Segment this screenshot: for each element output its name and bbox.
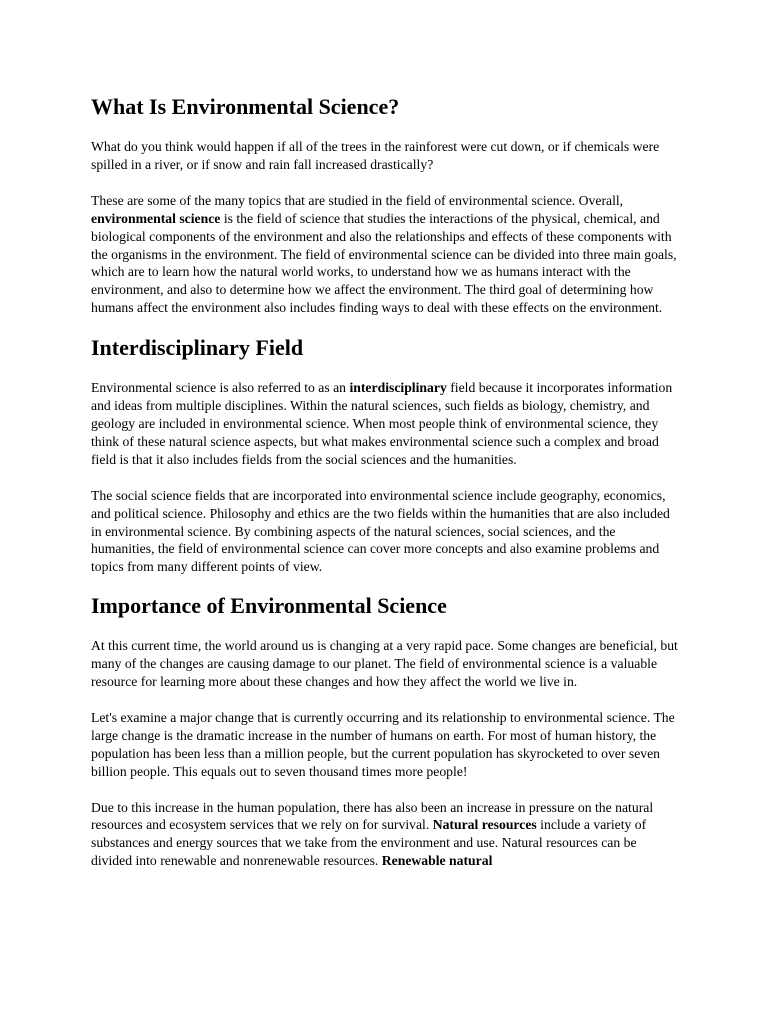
paragraph [91, 379, 678, 469]
paragraph: At this current time, the world around us is changing at a very rapid pace. Some changes are beneficial, but many of the changes are causing damage to our planet. The field of environmental science is a valuable resource for learning more about these changes and how they affect the world we live in. [91, 638, 678, 690]
paragraph [91, 192, 678, 317]
section-heading-what-is-environmental-science: What Is Environmental Science? [91, 94, 400, 119]
paragraph: The social science fields that are incorporated into environmental science include geography, economics, and political science. Philosophy and ethics are the two fields within the humanities that are also included in environmental science. By combining aspects of the natural sciences, social sciences, and the humanities, the field of environmental science can cover more concepts and also examine problems and topics from many different points of view. [91, 487, 670, 575]
bold-term: Renewable natural [381, 853, 493, 869]
bold-term: environmental science [91, 210, 221, 226]
bold-term: Natural resources [432, 817, 537, 833]
paragraph-text: Due to this increase in the human population, there has also been an increase in pressure on the natural resources and ecosystem services that we rely on for survival. [91, 799, 654, 833]
section-heading-importance: Importance of Environmental Science [91, 593, 447, 619]
paragraph [91, 799, 678, 871]
paragraph-text: include a variety of substances and energy sources that we take from the environment and use. Natural resources can be divided into renewable and nonrenewable resources. [91, 817, 647, 869]
paragraph-text: These are some of the many topics that are studied in the field of environmental science. Overall, [91, 192, 624, 208]
paragraph: Let's examine a major change that is currently occurring and its relationship to environmental science. The large change is the dramatic increase in the number of humans on earth. For most of human history, the population has been less than a million people, but the current population has skyrocketed to over seven billion people. This equals out to seven thousand times more people! [91, 709, 675, 779]
paragraph-text: Environmental science is also referred to as an [91, 380, 350, 396]
paragraph-text: is the field of science that studies the interactions of the physical, chemical, and biological components of the environment and also the relationships and effects of these components with the organisms in the environment. The field of environmental science can be divided into three main goals, which are to learn how the natural world works, to understand how we as humans interact with the environment, and also to determine how we affect the environment. The third goal of determining how humans affect the environment also includes finding ways to deal with these effects on the environment. [91, 210, 677, 316]
bold-term: interdisciplinary [349, 380, 447, 396]
section-heading-interdisciplinary-field: Interdisciplinary Field [91, 335, 304, 361]
paragraph: What do you think would happen if all of the trees in the rainforest were cut down, or if chemicals were spilled in a river, or if snow and rain fall increased drastically? [91, 139, 660, 172]
paragraph-text: field because it incorporates information and ideas from multiple disciplines. Within the natural sciences, such fields as biology, chemistry, and geology are included in environmental science. When most people think of environmental science, they think of these natural science aspects, but what makes environmental science such a complex and broad field is that it also includes fields from the social sciences and the humanities. [91, 380, 673, 467]
